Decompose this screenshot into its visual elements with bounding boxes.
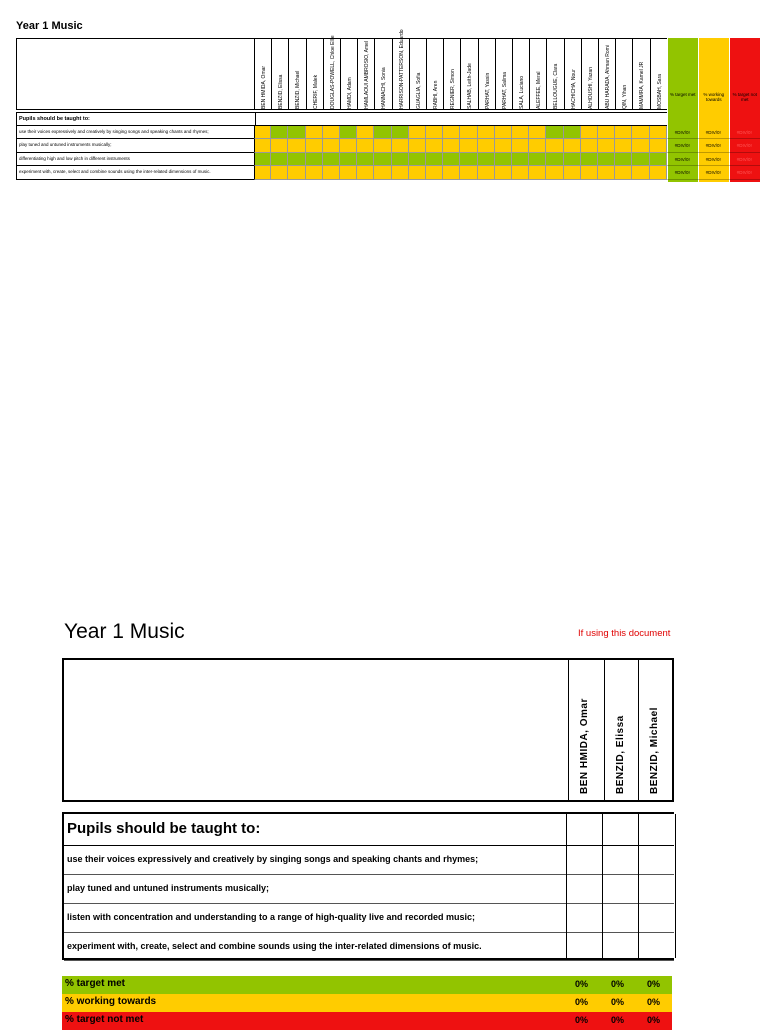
zoomed-summary-row — [62, 1012, 672, 1030]
zoomed-summary-value: 0% — [647, 997, 661, 1007]
assessment-cell[interactable] — [426, 139, 443, 153]
summary-value: #DIV/0! — [729, 166, 760, 180]
assessment-cell[interactable] — [546, 153, 563, 167]
objective-cell — [16, 153, 254, 167]
assessment-cell[interactable] — [374, 139, 391, 153]
assessment-cell[interactable] — [443, 126, 460, 140]
summary-header-label: % target not met — [732, 92, 757, 102]
assessment-cell[interactable] — [564, 139, 581, 153]
pupil-name: HARRISON-PATTERSON, Eduardo — [398, 29, 405, 109]
pupil-name: GUAGLIA, Sofia — [415, 72, 422, 109]
assessment-cell[interactable] — [460, 153, 477, 167]
assessment-cell[interactable] — [460, 166, 477, 180]
summary-header-label: % working towards — [703, 92, 725, 102]
assessment-cell[interactable] — [598, 126, 615, 140]
assessment-cell[interactable] — [650, 126, 667, 140]
assessment-cell[interactable] — [478, 166, 495, 180]
assessment-cell[interactable] — [254, 153, 271, 167]
assessment-cell[interactable] — [650, 153, 667, 167]
assessment-cell[interactable] — [340, 153, 357, 167]
zoomed-pupil-name: BENZID, Elissa — [615, 715, 626, 794]
assessment-cell[interactable] — [357, 126, 374, 140]
assessment-cell[interactable] — [581, 126, 598, 140]
assessment-cell[interactable] — [598, 166, 615, 180]
assessment-cell[interactable] — [323, 126, 340, 140]
objective-text: differentiating high and low pitch in different instruments — [19, 155, 130, 161]
assessment-cell[interactable] — [598, 139, 615, 153]
assessment-cell[interactable] — [581, 139, 598, 153]
pupil-name: BELLOUGUE, Clara — [553, 63, 560, 109]
zoomed-summary-value: 0% — [611, 1015, 625, 1025]
zoomed-summary-value: 0% — [575, 1015, 589, 1025]
assessment-cell[interactable] — [632, 126, 649, 140]
summary-value: #DIV/0! — [698, 126, 729, 140]
assessment-cell[interactable] — [460, 139, 477, 153]
zoomed-objectives-table — [62, 812, 674, 960]
header-blank-cell — [16, 38, 254, 110]
pupil-name-header — [598, 38, 615, 110]
zoomed-objective-text: experiment with, create, select and combine sounds using the inter-related dimensions of music. — [67, 941, 482, 951]
zoomed-summary-label: % target not met — [65, 1014, 144, 1025]
pupil-name-header — [564, 38, 581, 110]
assessment-cell[interactable] — [546, 166, 563, 180]
assessment-cell[interactable] — [512, 126, 529, 140]
assessment-cell[interactable] — [323, 139, 340, 153]
pupil-name-header — [340, 38, 357, 110]
assessment-cell[interactable] — [581, 153, 598, 167]
assessment-cell[interactable] — [650, 166, 667, 180]
assessment-cell[interactable] — [564, 166, 581, 180]
pupil-name-header — [512, 38, 529, 110]
zoomed-section-heading: Pupils should be taught to: — [67, 820, 261, 837]
assessment-cell[interactable] — [564, 153, 581, 167]
pupil-name-header — [306, 38, 323, 110]
assessment-cell[interactable] — [443, 139, 460, 153]
pupil-name: CHERIF, Malek — [312, 74, 319, 109]
pupil-name-header — [323, 35, 340, 110]
zoomed-objective-text: play tuned and untuned instruments musically; — [67, 883, 270, 893]
zoomed-pupil-name: BENZID, Michael — [649, 707, 660, 794]
assessment-cell[interactable] — [271, 139, 288, 153]
zoomed-objective-text: listen with concentration and understanding to a range of high-quality live and recorded music; — [67, 912, 476, 922]
assessment-cell[interactable] — [615, 126, 632, 140]
assessment-cell[interactable] — [632, 153, 649, 167]
pupil-name: PARHAT, Salima — [501, 71, 508, 109]
assessment-cell[interactable] — [495, 126, 512, 140]
objective-cell — [16, 139, 254, 153]
assessment-cell[interactable] — [409, 139, 426, 153]
pupil-name: RABHI, Aren — [433, 80, 439, 109]
zoomed-summary-value: 0% — [611, 997, 625, 1007]
assessment-cell[interactable] — [288, 166, 305, 180]
assessment-cell[interactable] — [288, 139, 305, 153]
summary-value: #DIV/0! — [667, 126, 698, 140]
zoomed-grid-column[interactable] — [566, 814, 602, 958]
assessment-cell[interactable] — [581, 166, 598, 180]
assessment-cell[interactable] — [478, 126, 495, 140]
assessment-cell[interactable] — [306, 139, 323, 153]
pupil-name-header — [632, 38, 649, 110]
assessment-cell[interactable] — [306, 166, 323, 180]
assessment-cell[interactable] — [426, 153, 443, 167]
pupil-name-header — [529, 38, 546, 110]
assessment-cell[interactable] — [529, 166, 546, 180]
assessment-cell[interactable] — [615, 139, 632, 153]
summary-value: #DIV/0! — [667, 139, 698, 153]
pupil-name: ABU HARADA, Ahman Romi — [605, 45, 611, 109]
pupil-name-header — [650, 38, 667, 110]
assessment-cell[interactable] — [512, 153, 529, 167]
pupil-name-header — [254, 38, 271, 110]
pupil-name-header — [546, 38, 563, 110]
assessment-cell[interactable] — [529, 126, 546, 140]
summary-value: #DIV/0! — [698, 166, 729, 180]
assessment-cell[interactable] — [392, 126, 409, 140]
pupil-name: SALHAB, Leith-Jade — [467, 63, 474, 109]
pupil-name-header — [495, 38, 512, 110]
pupil-name-header — [409, 38, 426, 110]
assessment-cell[interactable] — [374, 153, 391, 167]
objective-cell — [16, 126, 254, 140]
assessment-cell[interactable] — [546, 126, 563, 140]
assessment-cell[interactable] — [512, 166, 529, 180]
assessment-cell[interactable] — [426, 166, 443, 180]
assessment-cell[interactable] — [392, 153, 409, 167]
zoomed-header-box — [62, 658, 674, 802]
assessment-cell[interactable] — [495, 166, 512, 180]
assessment-cell[interactable] — [271, 126, 288, 140]
pupil-name: HACHICHA, Nour — [570, 69, 577, 109]
pupil-name: BEN HMIDA, Omar — [261, 65, 267, 109]
pupil-name-header — [478, 38, 495, 110]
zoomed-summary-value: 0% — [575, 997, 589, 1007]
pupil-name-header — [288, 38, 305, 110]
assessment-cell[interactable] — [650, 139, 667, 153]
zoomed-grid-column[interactable] — [602, 814, 638, 958]
pupil-name-header — [581, 38, 598, 110]
assessment-cell[interactable] — [546, 139, 563, 153]
assessment-sheet-small — [0, 0, 768, 190]
pupil-name-header — [615, 38, 632, 110]
objective-text: experiment with, create, select and combine sounds using the inter-related dimensions of music. — [19, 169, 211, 174]
pupil-name-header — [271, 38, 288, 110]
assessment-cell[interactable] — [392, 139, 409, 153]
summary-value: #DIV/0! — [729, 153, 760, 167]
pupil-name-header — [426, 38, 443, 110]
pupil-name: ALEFFEE, Meral — [536, 71, 543, 109]
assessment-cell[interactable] — [409, 166, 426, 180]
assessment-cell[interactable] — [529, 139, 546, 153]
pupil-name-header — [443, 38, 460, 110]
assessment-cell[interactable] — [443, 166, 460, 180]
assessment-cell[interactable] — [495, 139, 512, 153]
zoomed-summary-row — [62, 994, 672, 1012]
assessment-cell[interactable] — [478, 139, 495, 153]
zoomed-title: Year 1 Music — [64, 620, 185, 643]
assessment-cell[interactable] — [443, 153, 460, 167]
pupil-name: BENZID, Elissa — [278, 74, 285, 109]
zoomed-summary-value: 0% — [647, 979, 661, 989]
sheet-title: Year 1 Music — [16, 20, 83, 32]
pupil-name: QIN, Yihan — [622, 84, 629, 109]
pupil-name: HAMDI, Adam — [347, 77, 353, 109]
assessment-cell[interactable] — [254, 166, 271, 180]
assessment-cell[interactable] — [529, 153, 546, 167]
assessment-cell[interactable] — [306, 126, 323, 140]
assessment-cell[interactable] — [615, 153, 632, 167]
summary-header-label: % target met — [670, 92, 696, 97]
zoomed-objective-text: use their voices expressively and creatively by singing songs and speaking chants and rhymes; — [67, 854, 479, 864]
zoomed-summary-value: 0% — [575, 979, 589, 989]
section-heading-cell — [16, 112, 667, 126]
pupil-name: PARHAT, Yassin — [484, 72, 491, 109]
pupil-name-header — [357, 38, 374, 110]
zoomed-grid-column[interactable] — [638, 814, 676, 958]
assessment-cell[interactable] — [254, 139, 271, 153]
assessment-cell[interactable] — [323, 166, 340, 180]
summary-value: #DIV/0! — [667, 153, 698, 167]
assessment-cell[interactable] — [460, 126, 477, 140]
assessment-cell[interactable] — [357, 166, 374, 180]
zoomed-summary-value: 0% — [647, 1015, 661, 1025]
pupil-name: ALHOUSHI, Yazan — [587, 66, 594, 109]
assessment-cell[interactable] — [632, 139, 649, 153]
assessment-cell[interactable] — [632, 166, 649, 180]
zoomed-pupil-column — [604, 660, 638, 800]
assessment-cell[interactable] — [512, 139, 529, 153]
assessment-cell[interactable] — [409, 153, 426, 167]
pupil-name-header — [374, 38, 391, 110]
assessment-cell[interactable] — [271, 153, 288, 167]
assessment-cell[interactable] — [374, 126, 391, 140]
pupil-name-header — [392, 29, 409, 110]
usage-note: If using this document — [578, 628, 671, 639]
zoomed-summary-label: % target met — [65, 978, 126, 989]
pupil-name: HANNACHI, Sonia — [381, 67, 388, 109]
assessment-cell[interactable] — [615, 166, 632, 180]
assessment-cell[interactable] — [478, 153, 495, 167]
assessment-cell[interactable] — [409, 126, 426, 140]
assessment-cell[interactable] — [340, 166, 357, 180]
pupil-name: MOSBAH, Sara — [656, 73, 663, 109]
pupil-name: SALA, Luciano — [519, 75, 525, 109]
zoomed-summary-value: 0% — [611, 979, 625, 989]
pupil-name: HAMLAOUI AMBROSIO, Amel — [364, 40, 371, 109]
assessment-cell[interactable] — [426, 126, 443, 140]
pupil-name-header — [460, 38, 477, 110]
assessment-cell[interactable] — [357, 153, 374, 167]
assessment-cell[interactable] — [374, 166, 391, 180]
assessment-cell[interactable] — [254, 126, 271, 140]
summary-value: #DIV/0! — [667, 166, 698, 180]
zoomed-pupil-column — [568, 660, 604, 800]
objective-cell — [16, 166, 254, 180]
summary-value: #DIV/0! — [729, 139, 760, 153]
assessment-cell[interactable] — [340, 126, 357, 140]
assessment-cell[interactable] — [288, 153, 305, 167]
zoomed-pupil-column — [638, 660, 674, 800]
objective-text: use their voices expressively and creatively by singing songs and speaking chants and rhymes; — [19, 128, 209, 134]
assessment-cell[interactable] — [288, 126, 305, 140]
pupil-name: BENZID, Michael — [295, 70, 302, 109]
zoomed-pupil-name: BEN HMIDA, Omar — [579, 698, 590, 794]
zoomed-summary-row — [62, 976, 672, 994]
assessment-cell[interactable] — [323, 153, 340, 167]
assessment-cell[interactable] — [495, 153, 512, 167]
pupil-name: DOUGLAS-POWELL, Chloe Ellie — [329, 35, 336, 109]
assessment-cell[interactable] — [271, 166, 288, 180]
assessment-cell[interactable] — [564, 126, 581, 140]
assessment-cell[interactable] — [340, 139, 357, 153]
summary-value: #DIV/0! — [698, 139, 729, 153]
pupil-name: MAMMRA, Kamel JR — [639, 61, 646, 109]
summary-value: #DIV/0! — [729, 126, 760, 140]
assessment-cell[interactable] — [357, 139, 374, 153]
section-heading: Pupils should be taught to: — [19, 116, 90, 122]
pupil-name: REGNIER, Simon — [450, 69, 457, 109]
objective-text: play tuned and untuned instruments musically; — [19, 142, 112, 147]
summary-value: #DIV/0! — [698, 153, 729, 167]
assessment-cell[interactable] — [598, 153, 615, 167]
assessment-cell[interactable] — [392, 166, 409, 180]
assessment-cell[interactable] — [306, 153, 323, 167]
zoomed-summary-label: % working towards — [65, 996, 157, 1007]
